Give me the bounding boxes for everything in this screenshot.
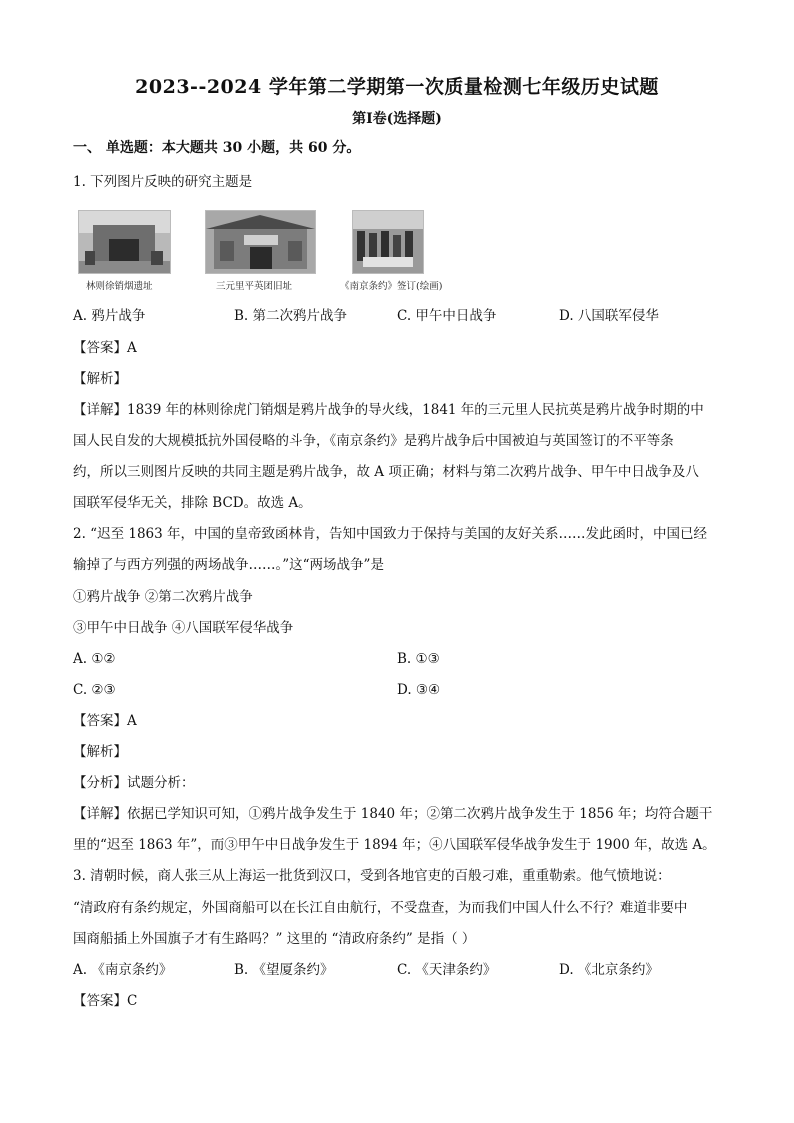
q1-detail-line: 国人民自发的大规模抵抗外国侵略的斗争，《南京条约》是鸦片战争后中国被迫与英国签订的不平等条 — [73, 433, 674, 449]
q3-option-b: B. 《望厦条约》 — [234, 962, 334, 978]
page-title: 2023--2024 学年第二学期第一次质量检测七年级历史试题 — [135, 76, 659, 98]
q2-detail-line: 【详解】依据已学知识可知，①鸦片战争发生于 1840 年；②第二次鸦片战争发生于 1856 年；均符合题干 — [73, 806, 713, 822]
q1-stem: 1. 下列图片反映的研究主题是 — [73, 174, 253, 190]
q1-option-c: C. 甲午中日战争 — [397, 308, 497, 324]
q1-photo-1 — [78, 210, 171, 274]
q2-option-d: D. ③④ — [397, 682, 441, 698]
q2-fenxi: 【分析】试题分析： — [73, 775, 195, 791]
q1-detail-line: 国联军侵华无关，排除 BCD。故选 A。 — [73, 495, 312, 511]
q1-option-a: A. 鸦片战争 — [73, 308, 146, 324]
page-subtitle: 第Ⅰ卷(选择题) — [352, 111, 442, 127]
q1-answer: 【答案】A — [73, 340, 137, 356]
q2-item-line: ③甲午中日战争 ④八国联军侵华战争 — [73, 620, 294, 636]
q1-option-d: D. 八国联军侵华 — [559, 308, 659, 324]
q3-option-a: A. 《南京条约》 — [73, 962, 173, 978]
q2-stem-line: 2. “迟至 1863 年，中国的皇帝致函林肯，告知中国致力于保持与美国的友好关系……发此函时，中国已经 — [73, 526, 708, 542]
q2-stem-line: 输掉了与西方列强的两场战争……。”这“两场战争”是 — [73, 557, 384, 573]
q2-detail-line: 里的“迟至 1863 年”，而③甲午中日战争发生于 1894 年；④八国联军侵华战争发生于 1900 年，故选 A。 — [73, 837, 716, 853]
q1-photo-2 — [205, 210, 316, 274]
q2-option-a: A. ①② — [73, 651, 116, 667]
q2-analysis: 【解析】 — [73, 744, 127, 760]
q2-item-line: ①鸦片战争 ②第二次鸦片战争 — [73, 589, 253, 605]
q3-stem-line: “清政府有条约规定，外国商船可以在长江自由航行，不受盘查，为而我们中国人什么不行？难道非要中 — [73, 900, 688, 916]
q1-option-b: B. 第二次鸦片战争 — [234, 308, 348, 324]
q1-caption-1: 林则徐销烟遗址 — [86, 281, 153, 292]
q3-stem-line: 3. 清朝时候，商人张三从上海运一批货到汉口，受到各地官吏的百般刁难，重重勒索。他气愤地说： — [73, 868, 671, 884]
q1-caption-2: 三元里平英团旧址 — [216, 281, 293, 292]
q1-photo-3 — [352, 210, 424, 274]
q2-option-b: B. ①③ — [397, 651, 440, 667]
q1-detail-line: 约，所以三则图片反映的共同主题是鸦片战争，故 A 项正确；材料与第二次鸦片战争、甲午中日战争及八 — [73, 464, 699, 480]
q1-detail-line: 【详解】1839 年的林则徐虎门销烟是鸦片战争的导火线，1841 年的三元里人民抗英是鸦片战争时期的中 — [73, 402, 704, 418]
q2-option-c: C. ②③ — [73, 682, 116, 698]
q2-answer: 【答案】A — [73, 713, 137, 729]
q3-option-d: D. 《北京条约》 — [559, 962, 659, 978]
section-heading: 一、 单选题：本大题共 30 小题，共 60 分。 — [73, 140, 361, 156]
q3-answer: 【答案】C — [73, 993, 138, 1009]
q1-analysis: 【解析】 — [73, 371, 127, 387]
q3-stem-line: 国商船插上外国旗子才有生路吗？” 这里的 “清政府条约” 是指（ ） — [73, 931, 476, 947]
q1-caption-3: 《南京条约》签订(绘画) — [340, 281, 443, 292]
q3-option-c: C. 《天津条约》 — [397, 962, 497, 978]
